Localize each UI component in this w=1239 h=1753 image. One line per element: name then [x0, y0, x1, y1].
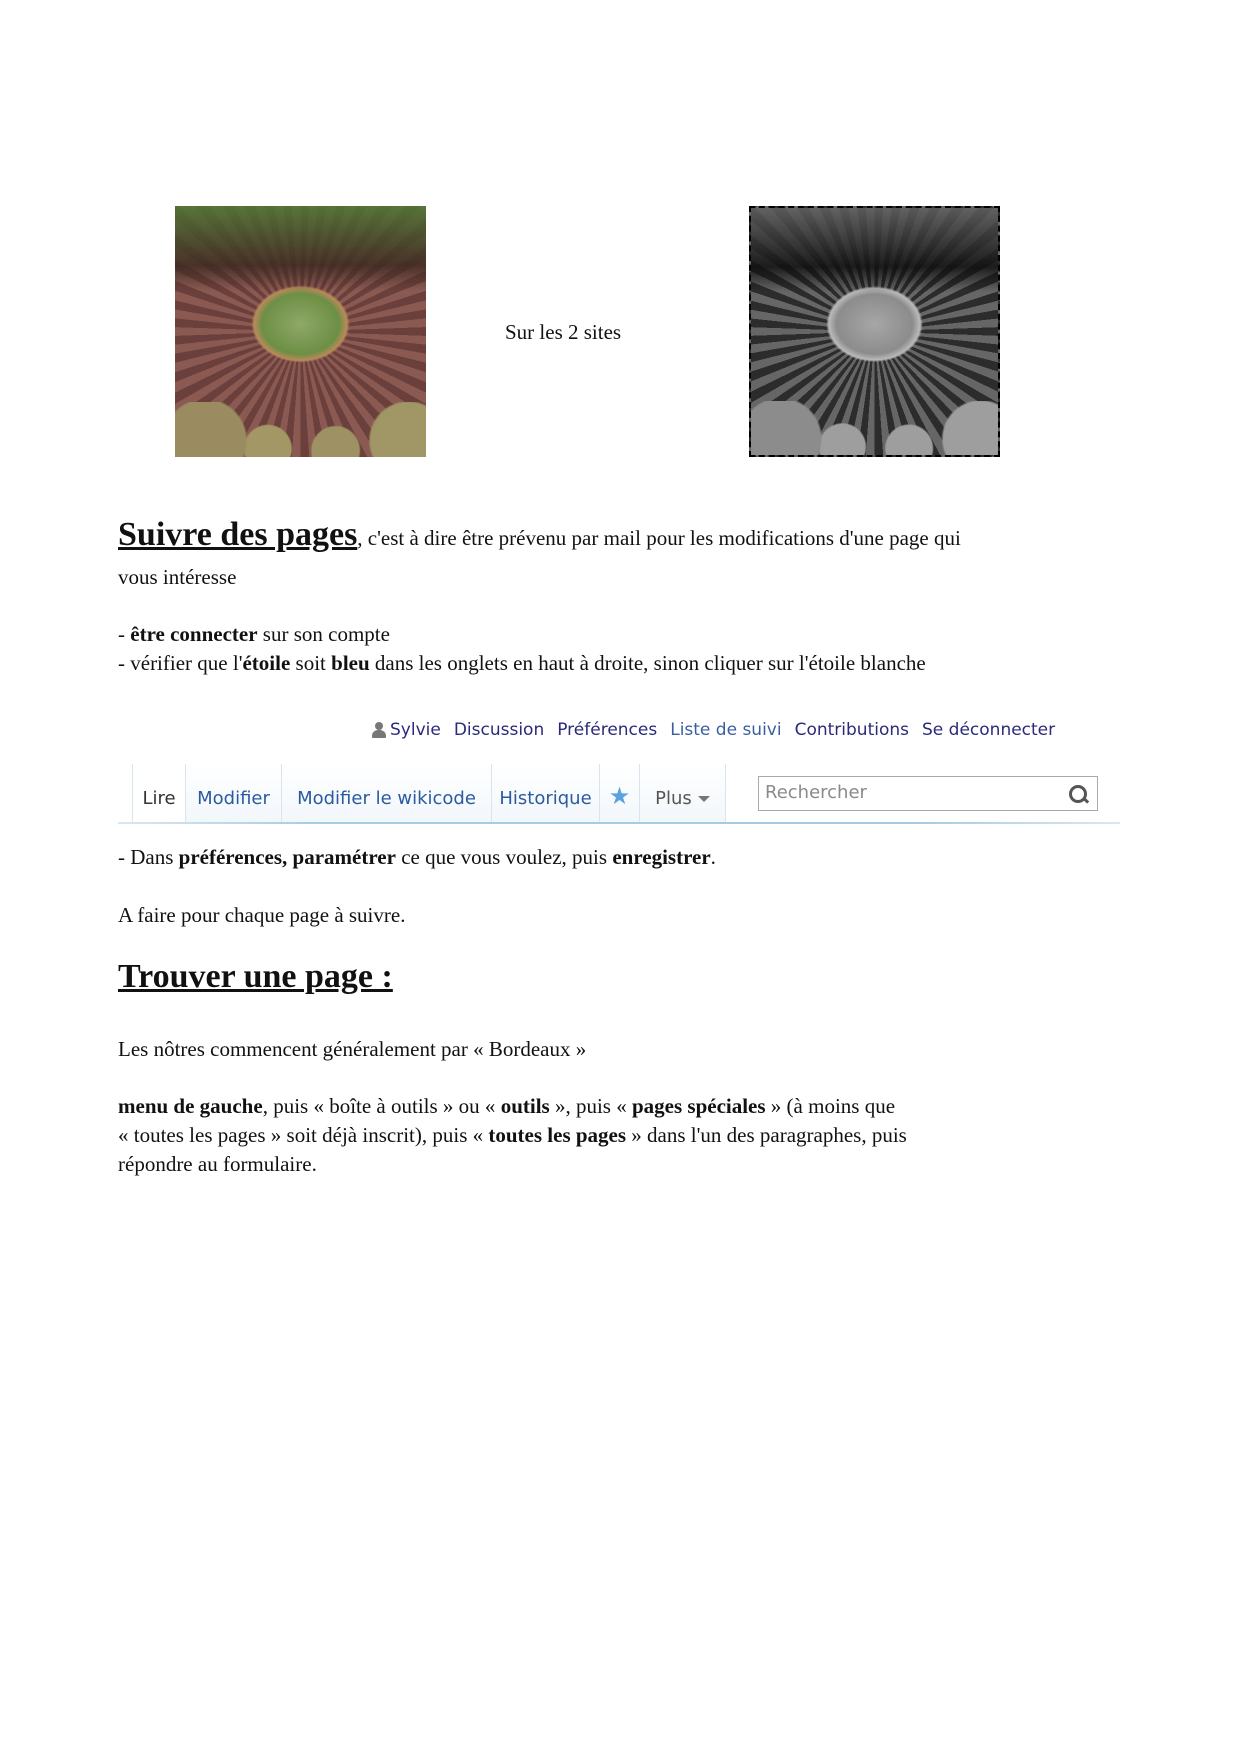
repeat-note: A faire pour chaque page à suivre. — [118, 903, 406, 927]
text: », puis « — [549, 1094, 632, 1118]
more-menu[interactable] — [640, 764, 726, 822]
bold-text: pages spéciales — [631, 1094, 766, 1118]
search-icon[interactable] — [1069, 785, 1087, 803]
search-box — [758, 776, 1098, 811]
logout-link[interactable]: Se déconnecter — [922, 720, 1056, 740]
find-instructions-line2 — [118, 1121, 907, 1150]
text: , puis « boîte à outils » ou « — [262, 1094, 501, 1118]
heading-follow-pages: Suivre des pages — [118, 516, 358, 553]
text: « toutes les pages » soit déjà inscrit), puis « — [118, 1123, 489, 1147]
bold-text: outils — [500, 1094, 550, 1118]
bold-text: préférences, paramétrer — [178, 845, 396, 869]
text: - Dans — [118, 845, 179, 869]
page-tabs — [118, 764, 1120, 824]
more-label: Plus — [655, 788, 692, 809]
user-icon — [372, 722, 386, 738]
bold-text: menu de gauche — [118, 1094, 263, 1118]
bullet-connect — [118, 620, 390, 649]
text: » (à moins que — [765, 1094, 896, 1118]
bold-text: étoile — [242, 651, 291, 675]
watchlist-link[interactable]: Liste de suivi — [670, 720, 782, 740]
text: . — [710, 845, 716, 869]
find-instructions-line3: répondre au formulaire. — [118, 1152, 317, 1176]
photo-color — [175, 206, 426, 457]
bordeaux-note: Les nôtres commencent généralement par « Bordeaux » — [118, 1037, 587, 1061]
tab-edit[interactable]: Modifier — [186, 764, 282, 822]
text: » dans l'un des paragraphes, puis — [626, 1123, 907, 1147]
bold-text: enregistrer — [612, 845, 711, 869]
caption: Sur les 2 sites — [505, 320, 622, 344]
tab-edit-source[interactable]: Modifier le wikicode — [282, 764, 492, 822]
preferences-link[interactable]: Préférences — [557, 720, 658, 740]
heading-find-page: Trouver une page : — [118, 958, 393, 995]
bold-text: toutes les pages — [488, 1123, 627, 1147]
bullet-prefix: - — [118, 622, 131, 646]
discussion-link[interactable]: Discussion — [453, 720, 545, 740]
preferences-instruction — [118, 843, 716, 872]
find-instructions-line1 — [118, 1092, 895, 1121]
bullet-star — [118, 649, 926, 678]
tab-read[interactable]: Lire — [132, 764, 186, 824]
tab-underline — [118, 822, 1120, 824]
section-follow — [118, 516, 961, 553]
intro-text-line2: vous intéresse — [118, 565, 237, 589]
bullet-text: sur son compte — [257, 622, 390, 646]
search-input[interactable] — [759, 777, 1055, 808]
bold-text: bleu — [331, 651, 370, 675]
contributions-link[interactable]: Contributions — [794, 720, 910, 740]
photo-grayscale — [749, 206, 1000, 457]
user-link[interactable]: Sylvie — [390, 720, 441, 740]
bullet-text: soit — [290, 651, 332, 675]
watch-star-icon[interactable]: ★ — [600, 764, 640, 822]
bullet-prefix: - vérifier que l' — [118, 651, 243, 675]
bold-text: être connecter — [130, 622, 258, 646]
bullet-text: dans les onglets en haut à droite, sinon cliquer sur l'étoile blanche — [369, 651, 926, 675]
intro-text: , c'est à dire être prévenu par mail pour les modifications d'une page qui — [357, 526, 961, 550]
section-find — [118, 958, 393, 995]
text: ce que vous voulez, puis — [395, 845, 613, 869]
chevron-down-icon — [698, 796, 710, 802]
personal-toolbar — [372, 720, 1055, 740]
tab-history[interactable]: Historique — [492, 764, 600, 822]
